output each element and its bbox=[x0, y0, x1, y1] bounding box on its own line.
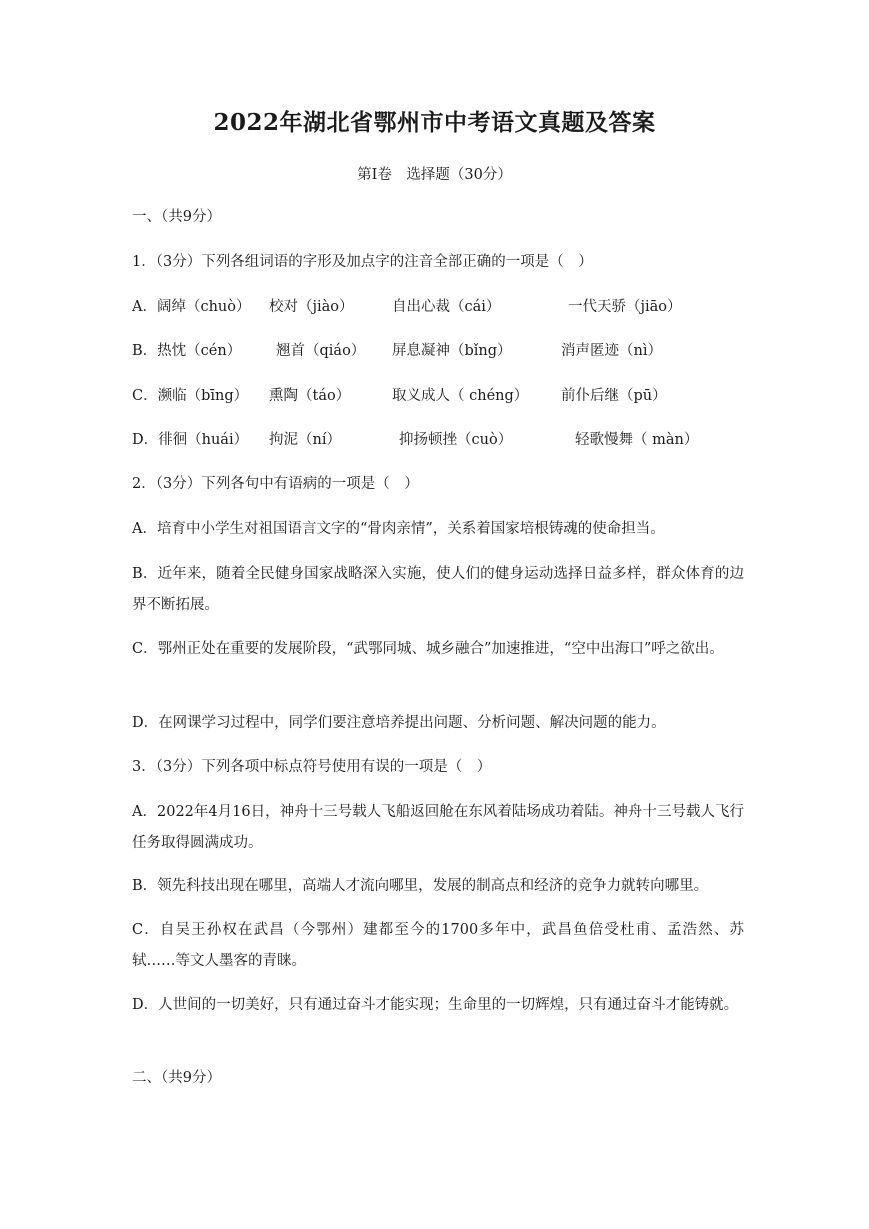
option-item: 抑扬顿挫（cuò） bbox=[399, 432, 513, 448]
option-item: D．徘徊（huái） bbox=[132, 432, 249, 448]
option-item: 自出心裁（cái） bbox=[392, 299, 501, 315]
section-subtitle: 第Ⅰ卷 选择题（30分） bbox=[357, 167, 512, 183]
question-3-option-c: C．自吴王孙权在武昌（今鄂州）建都至今的1700多年中，武昌鱼倍受杜甫、孟浩然、苏轼……等文人墨客的青睐。 bbox=[132, 922, 744, 969]
option-item: 轻歌慢舞（ màn） bbox=[575, 432, 699, 448]
section-heading-1: 一、（共9分） bbox=[132, 209, 221, 225]
question-2-option-c: C．鄂州正处在重要的发展阶段，“武鄂同城、城乡融合”加速推进，“空中出海口”呼之欲出。 bbox=[132, 641, 724, 657]
option-item: C．濒临（bīng） bbox=[132, 388, 249, 404]
question-1-stem: 1．（3分）下列各组词语的字形及加点字的注音全部正确的一项是（ ） bbox=[132, 254, 593, 270]
option-item: 翘首（qiáo） bbox=[276, 343, 366, 359]
option-item: 屏息凝神（bǐng） bbox=[392, 343, 512, 359]
option-item: A．阔绰（chuò） bbox=[132, 299, 251, 315]
page-title: 2022年湖北省鄂州市中考语文真题及答案 bbox=[213, 109, 656, 136]
question-3-option-a: A．2022年4月16日，神舟十三号载人飞船返回舱在东风着陆场成功着陆。神舟十三号载人飞行任务取得圆满成功。 bbox=[132, 804, 744, 851]
question-3-stem: 3．（3分）下列各项中标点符号使用有误的一项是（ ） bbox=[132, 759, 492, 775]
question-2-option-b: B．近年来，随着全民健身国家战略深入实施，使人们的健身运动选择日益多样，群众体育的边界不断拓展。 bbox=[132, 566, 744, 613]
option-item: 熏陶（táo） bbox=[269, 388, 351, 404]
option-item: 前仆后继（pū） bbox=[561, 388, 667, 404]
option-item: 消声匿迹（nì） bbox=[561, 343, 662, 359]
question-3-option-b: B．领先科技出现在哪里，高端人才流向哪里，发展的制高点和经济的竞争力就转向哪里。 bbox=[132, 878, 709, 894]
option-item: B．热忱（cén） bbox=[132, 343, 242, 359]
question-2-stem: 2．（3分）下列各句中有语病的一项是（ ） bbox=[132, 476, 419, 492]
question-3-option-d: D．人世间的一切美好，只有通过奋斗才能实现；生命里的一切辉煌，只有通过奋斗才能铸就。 bbox=[132, 997, 739, 1013]
option-item: 校对（jiào） bbox=[269, 299, 354, 315]
question-2-option-d: D．在网课学习过程中，同学们要注意培养提出问题、分析问题、解决问题的能力。 bbox=[132, 715, 666, 731]
option-item: 一代天骄（jiāo） bbox=[568, 299, 682, 315]
section-heading-2: 二、（共9分） bbox=[132, 1070, 221, 1086]
option-item: 取义成人（ chéng） bbox=[392, 388, 529, 404]
option-item: 拘泥（ní） bbox=[269, 432, 341, 448]
question-2-option-a: A．培育中小学生对祖国语言文字的“骨肉亲情”，关系着国家培根铸魂的使命担当。 bbox=[132, 521, 665, 537]
